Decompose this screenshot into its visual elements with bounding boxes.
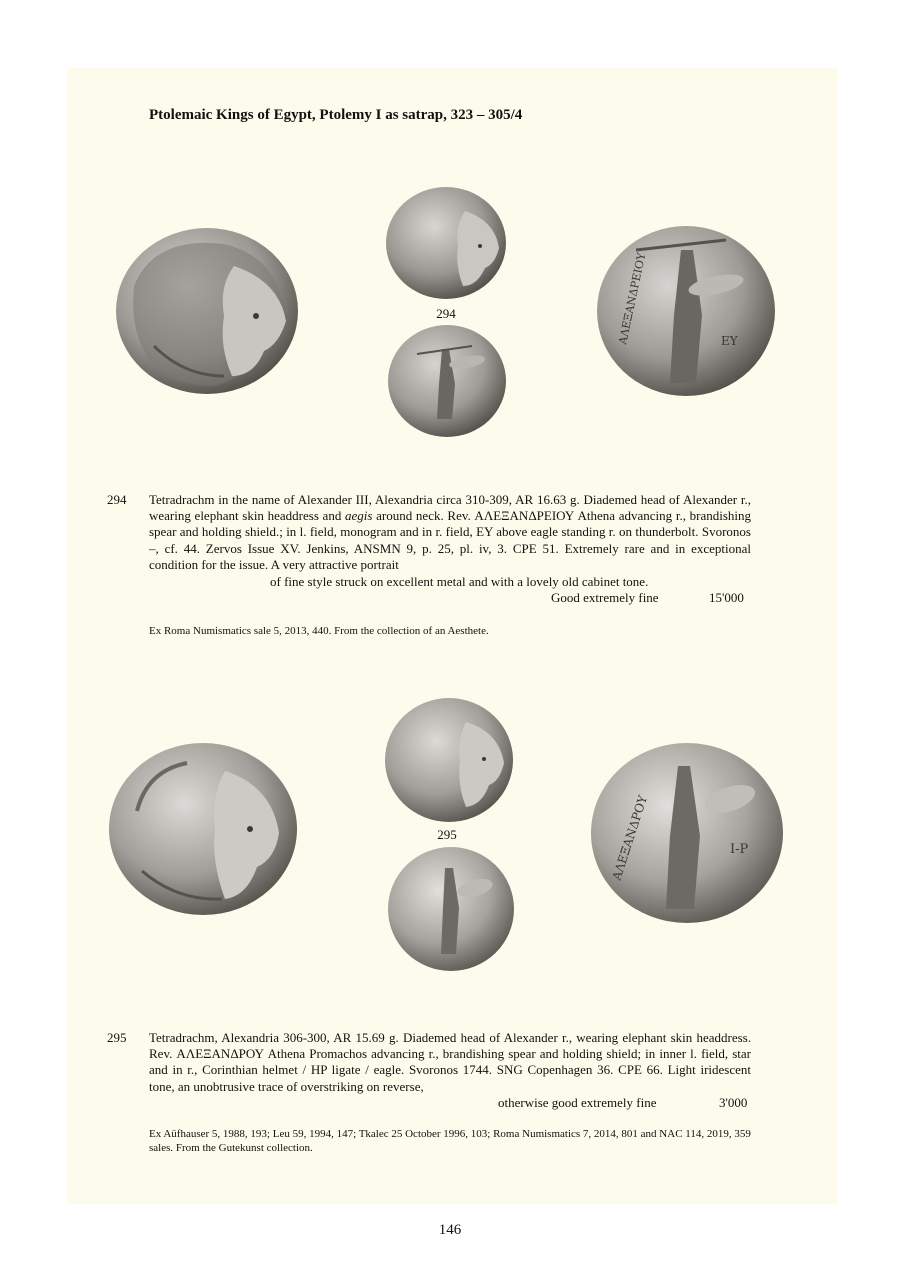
coin-294-reverse-small (387, 324, 507, 438)
coin-295-label: 295 (437, 827, 457, 842)
lot-294-estimate: 15'000 (709, 590, 744, 605)
svg-text:ΕΥ: ΕΥ (721, 334, 738, 348)
page-heading: Ptolemaic Kings of Egypt, Ptolemy I as satrap, 323 – 305/4 (149, 107, 523, 123)
coin-294-reverse-legend: ΑΛΕΞΑΝΔΡΕΙΟΥ (616, 251, 649, 346)
lot-294-description-tail: of fine style struck on excellent metal and with a lovely old cabinet tone. (270, 574, 649, 589)
coin-295-obverse-large (107, 741, 299, 917)
coin-295-reverse-large (590, 741, 784, 925)
lot-294-description-italic: aegis (345, 508, 373, 524)
lot-295-description: Tetradrachm, Alexandria 306-300, AR 15.69 g. Diademed head of Alexander r., wearing elephant skin headdress. Rev. ΑΛΕΞΑΝΔΡΟΥ Athena Promachos advancing r., brandishing spear and holding shield; in inner l. field, star and in r., Corinthian helmet / HP ligate / eagle. Svoronos 1744. SNG Copenhagen 36. CPE 66. Light iridescent tone, an unobtrusive trace of overstriking on reverse, (149, 1030, 751, 1094)
coin-295-reverse-legend: ΑΛΕΞΑΝΔΡΟΥ (609, 793, 651, 882)
lot-294-number: 294 (107, 492, 127, 507)
coin-294-obverse-large (114, 226, 300, 396)
lot-294-description (149, 492, 751, 573)
coin-295-reverse-small (387, 846, 515, 972)
svg-text:Ι-Ρ: Ι-Ρ (730, 842, 749, 857)
coin-295-obverse-small (384, 697, 514, 823)
coin-294-obverse-small (385, 186, 507, 300)
coin-294-label: 294 (436, 306, 456, 321)
lot-294-grade: Good extremely fine (551, 590, 659, 605)
page-number: 146 (438, 1222, 462, 1238)
lot-294-provenance: Ex Roma Numismatics sale 5, 2013, 440. From the collection of an Aesthete. (149, 625, 489, 637)
lot-294-description-part-b: around neck. Rev. ΑΛΕΞΑΝΔΡΕΙΟΥ Athena advancing r., brandishing spear and holding shield.; in l. field, monogram and in r. field, EY above eagle standing r. on thunderbolt. Svoronos –, cf. 44. Zervos Issue XV. Jenkins, ANSMN 9, p. 25, pl. iv, 3. CPE 51. Extremely rare and in exceptional condition for the issue. A very attractive portrait (149, 508, 752, 572)
lot-295-number: 295 (107, 1030, 127, 1045)
lot-295-provenance: Ex Aüfhauser 5, 1988, 193; Leu 59, 1994, 147; Tkalec 25 October 1996, 103; Roma Numismatics 7, 2014, 801 and NAC 114, 2019, 359 sales. From the Gutekunst collection. (149, 1128, 751, 1154)
coin-294-reverse-large (596, 225, 776, 397)
lot-294-description-part-a: Tetradrachm in the name of Alexander III, Alexandria circa 310-309, AR 16.63 g. Diademed head of Alexander r., wearing elephant skin headdress and (149, 492, 751, 524)
lot-295-estimate: 3'000 (719, 1095, 748, 1110)
lot-295-description-tail: otherwise good extremely fine (498, 1095, 657, 1110)
